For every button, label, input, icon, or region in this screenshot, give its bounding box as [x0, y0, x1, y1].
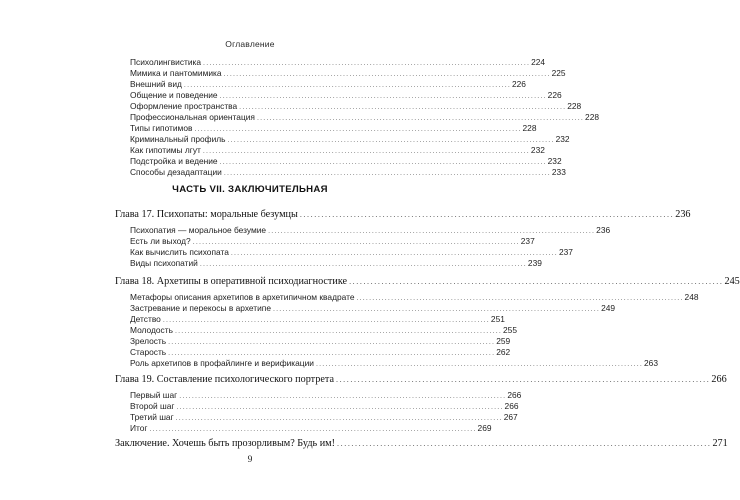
- toc-conclusion-label: Заключение. Хочешь быть прозорливым? Будь им!: [115, 438, 336, 449]
- toc-item[interactable]: [117, 112, 600, 123]
- toc-item[interactable]: [117, 134, 570, 145]
- dot-leader: ........................................................................................................: [299, 210, 675, 219]
- toc-item-page: 255: [503, 325, 517, 335]
- toc-item-page: 249: [601, 303, 616, 313]
- toc-item-label: Типы гипотимов: [130, 123, 193, 133]
- toc-conclusion[interactable]: [115, 438, 728, 451]
- dot-leader: ........................................................................................................: [227, 137, 555, 144]
- toc-item[interactable]: [117, 401, 519, 412]
- dot-leader: ........................................................................................................: [192, 239, 520, 246]
- toc-chapter-label: Глава 18. Архетипы в оперативной психодиагностике: [115, 276, 348, 287]
- toc-item[interactable]: [117, 303, 616, 314]
- toc-item[interactable]: [117, 68, 566, 79]
- toc-item-page: 232: [555, 134, 570, 144]
- toc-chapter[interactable]: [115, 209, 691, 222]
- toc-item-page: 232: [547, 156, 562, 166]
- toc-item[interactable]: [117, 423, 492, 434]
- toc-item-page: 263: [644, 358, 658, 368]
- toc-item[interactable]: [117, 101, 582, 112]
- toc-chapter-page: 245: [724, 276, 740, 287]
- toc-item[interactable]: [117, 336, 511, 347]
- part-title: ЧАСТЬ VII. ЗАКЛЮЧИТЕЛЬНАЯ: [172, 184, 328, 195]
- toc-chapter-page: 266: [711, 374, 727, 385]
- toc-item[interactable]: [117, 90, 562, 101]
- toc-item-page: 226: [547, 90, 562, 100]
- toc-item[interactable]: [117, 314, 505, 325]
- dot-leader: ........................................................................................................: [194, 126, 522, 133]
- toc-item-label: Роль архетипов в профайлинге и верификации: [130, 358, 314, 368]
- toc-item-label: Застревание и перекосы в архетипе: [130, 303, 271, 313]
- toc-item-label: Подстройка и ведение: [130, 156, 218, 166]
- toc-item-label: Как гипотимы лгут: [130, 145, 201, 155]
- toc-chapter-label: Глава 17. Психопаты: моральные безумцы: [115, 209, 298, 220]
- dot-leader: ........................................................................................................: [168, 339, 496, 346]
- dot-leader: ........................................................................................................: [219, 93, 547, 100]
- toc-item[interactable]: [117, 79, 526, 90]
- dot-leader: ........................................................................................................: [202, 148, 530, 155]
- toc-item-label: Виды психопатий: [130, 258, 198, 268]
- dot-leader: ........................................................................................................: [179, 393, 507, 400]
- dot-leader: ........................................................................................................: [175, 415, 503, 422]
- dot-leader: ........................................................................................................: [239, 104, 567, 111]
- toc-item-page: 228: [522, 123, 537, 133]
- toc-item-page: 269: [477, 423, 492, 433]
- dot-leader: ........................................................................................................: [335, 375, 711, 384]
- toc-item[interactable]: [117, 123, 537, 134]
- dot-leader: ........................................................................................................: [315, 361, 643, 368]
- toc-item[interactable]: [117, 145, 545, 156]
- toc-item-page: 237: [558, 247, 573, 257]
- dot-leader: ........................................................................................................: [356, 295, 684, 302]
- toc-item-label: Зрелость: [130, 336, 167, 346]
- toc-item-label: Внешний вид: [130, 79, 182, 89]
- toc-item-page: 224: [531, 57, 546, 67]
- toc-item-page: 226: [511, 79, 526, 89]
- toc-item[interactable]: [117, 347, 511, 358]
- toc-item[interactable]: [117, 57, 546, 68]
- toc-item-page: 225: [551, 68, 566, 78]
- dot-leader: ........................................................................................................: [268, 228, 596, 235]
- toc-item-page: 248: [684, 292, 699, 302]
- toc-item-label: Метафоры описания архетипов в архетипичном квадрате: [130, 292, 355, 302]
- toc-item-page: 266: [504, 401, 519, 411]
- toc-item-page: 266: [507, 390, 522, 400]
- toc-item-label: Мимика и пантомимика: [130, 68, 222, 78]
- dot-leader: ........................................................................................................: [183, 82, 511, 89]
- toc-item-label: Итог: [130, 423, 148, 433]
- toc-item-label: Способы дезадаптации: [130, 167, 222, 177]
- toc-item-page: 239: [527, 258, 542, 268]
- dot-leader: ........................................................................................................: [162, 317, 490, 324]
- toc-item-label: Второй шаг: [130, 401, 175, 411]
- toc-chapter[interactable]: [115, 374, 727, 387]
- dot-leader: ........................................................................................................: [273, 306, 601, 313]
- toc-item[interactable]: [117, 247, 573, 258]
- toc-item-label: Первый шаг: [130, 390, 178, 400]
- toc-item-page: 228: [567, 101, 582, 111]
- toc-item[interactable]: [117, 390, 522, 401]
- dot-leader: ........................................................................................................: [149, 426, 477, 433]
- toc-item-label: Оформление пространства: [130, 101, 238, 111]
- dot-leader: ........................................................................................................: [223, 170, 551, 177]
- toc-item-page: 236: [596, 225, 611, 235]
- toc-item-label: Молодость: [130, 325, 173, 335]
- toc-item[interactable]: [117, 412, 518, 423]
- dot-leader: ........................................................................................................: [349, 277, 724, 286]
- toc-item-page: 262: [496, 347, 511, 357]
- dot-leader: ........................................................................................................: [230, 250, 558, 257]
- toc-chapter-label: Глава 19. Составление психологического портрета: [115, 374, 334, 385]
- toc-item-label: Профессиональная ориентация: [130, 112, 255, 122]
- toc-item-label: Психолингвистика: [130, 57, 202, 67]
- toc-item-label: Криминальный профиль: [130, 134, 226, 144]
- toc-item[interactable]: [117, 258, 542, 269]
- dot-leader: ........................................................................................................: [337, 439, 712, 448]
- toc-item[interactable]: [117, 225, 611, 236]
- toc-item[interactable]: [117, 325, 517, 336]
- toc-item[interactable]: [117, 358, 658, 369]
- toc-item-label: Детство: [130, 314, 161, 324]
- dot-leader: ........................................................................................................: [256, 115, 585, 122]
- dot-leader: ........................................................................................................: [176, 404, 504, 411]
- toc-item[interactable]: [117, 156, 562, 167]
- toc-item-page: 232: [530, 145, 545, 155]
- toc-chapter-page: 236: [675, 209, 691, 220]
- toc-chapter[interactable]: [115, 276, 740, 289]
- toc-item-page: 228: [585, 112, 600, 122]
- dot-leader: ........................................................................................................: [199, 261, 527, 268]
- page-header: Оглавление: [225, 39, 275, 49]
- toc-item-page: 267: [503, 412, 518, 422]
- toc-item-label: Есть ли выход?: [130, 236, 191, 246]
- toc-item-label: Старость: [130, 347, 167, 357]
- dot-leader: ........................................................................................................: [168, 350, 496, 357]
- dot-leader: ........................................................................................................: [219, 159, 547, 166]
- toc-item[interactable]: [117, 236, 535, 247]
- toc-item-label: Третий шаг: [130, 412, 174, 422]
- toc-item-page: 233: [551, 167, 566, 177]
- toc-item-page: 237: [520, 236, 535, 246]
- toc-item-label: Как вычислить психопата: [130, 247, 229, 257]
- dot-leader: ........................................................................................................: [203, 60, 531, 67]
- toc-item[interactable]: [117, 167, 566, 178]
- toc-item-page: 251: [490, 314, 505, 324]
- toc-item[interactable]: [117, 292, 699, 303]
- page-number: 9: [247, 455, 253, 465]
- dot-leader: ........................................................................................................: [223, 71, 551, 78]
- toc-item-label: Психопатия — моральное безумие: [130, 225, 267, 235]
- dot-leader: ........................................................................................................: [174, 328, 502, 335]
- toc-conclusion-page: 271: [712, 438, 728, 449]
- toc-item-label: Общение и поведение: [130, 90, 218, 100]
- toc-item-page: 259: [496, 336, 511, 346]
